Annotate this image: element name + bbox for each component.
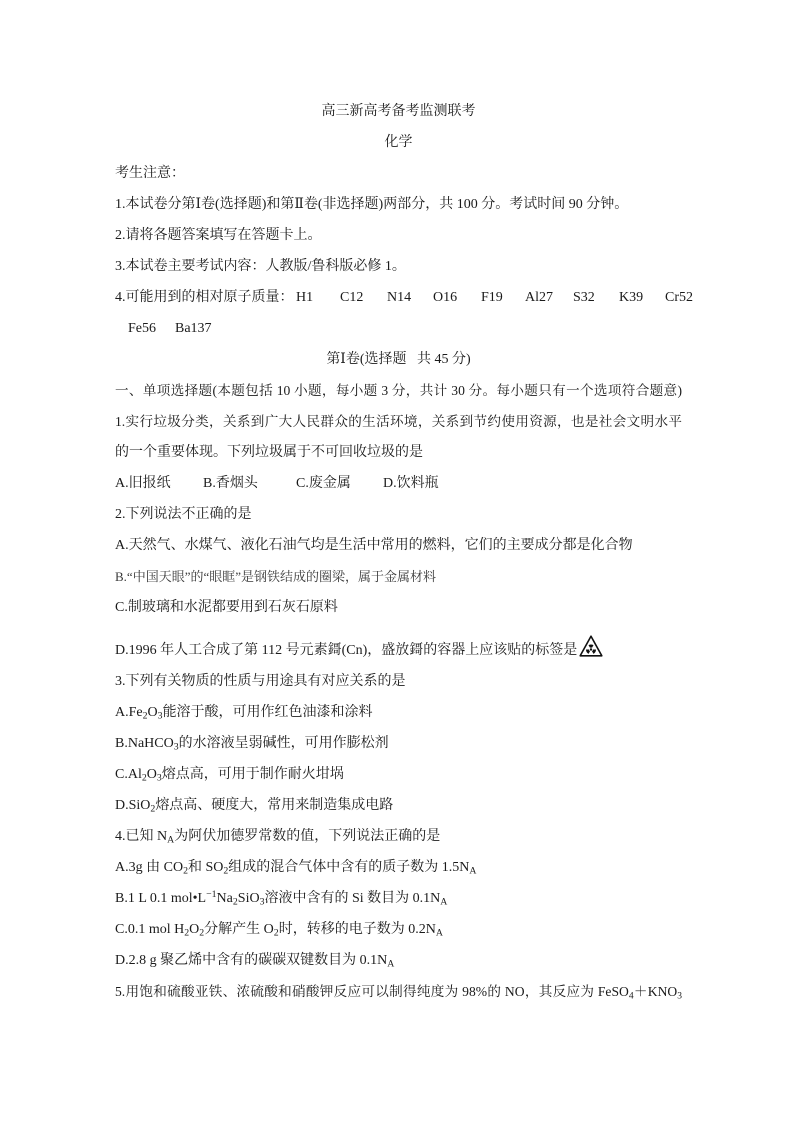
notice-item-4-label: 4.可能用到的相对原子质量： — [115, 290, 294, 305]
text-run: C.0.1 mol H — [115, 922, 185, 937]
atomic-mass: S32 — [573, 290, 595, 305]
subscript: A — [387, 958, 395, 970]
question-4-option-b — [115, 883, 682, 914]
subscript: 2 — [232, 896, 238, 908]
atomic-mass: F19 — [481, 290, 503, 305]
subject-title: 化学 — [384, 135, 413, 150]
atomic-mass: Al27 — [525, 290, 553, 305]
exam-content — [115, 96, 693, 1007]
text-run: 熔点高，可用于制作耐火坩埚 — [161, 767, 344, 782]
question-3-option-b — [115, 728, 682, 759]
question-2-option-b: B.“中国天眼”的“眼眶”是钢铁结成的圈梁，属于金属材料 — [115, 569, 437, 584]
subscript: 2 — [142, 710, 148, 722]
subscript: 2 — [199, 927, 205, 939]
subscript: 2 — [183, 865, 188, 877]
text-run: A.3g 由 CO — [115, 860, 184, 875]
subscript: 2 — [184, 927, 190, 939]
superscript: −1 — [206, 889, 217, 901]
text-run: 溶液中含有的 Si 数目为 0.1N — [264, 891, 441, 906]
text-run: Na — [216, 891, 233, 906]
text-run: 5.用饱和硫酸亚铁、浓硫酸和硝酸钾反应可以制得纯度为 98%的 NO，其反应为 FeSO — [115, 984, 629, 999]
text-run: 时，转移的电子数为 0.2N — [278, 922, 436, 937]
atomic-mass-list-continued — [115, 313, 682, 344]
section-title: 第Ⅰ卷(选择题 共 45 分) — [326, 352, 471, 367]
option-b: B.香烟头 — [203, 476, 258, 491]
question-2-option-c: C.制玻璃和水泥都要用到石灰石原料 — [115, 600, 338, 615]
text-run: D.SiO — [115, 798, 151, 813]
question-2-option-a: A.天然气、水煤气、液化石油气均是生活中常用的燃料，它们的主要成分都是化合物 — [115, 538, 633, 553]
question-3-option-a — [115, 697, 682, 728]
text-run: B.NaHCO — [115, 736, 174, 751]
text-run: SiO — [237, 891, 260, 906]
notice-item-2: 2.请将各题答案填写在答题卡上。 — [115, 228, 322, 243]
subscript: A — [469, 865, 477, 877]
subscript: 4 — [628, 991, 634, 1002]
subscript: A — [435, 927, 443, 939]
radioactive-symbol — [579, 635, 603, 657]
option-d: D.饮料瓶 — [383, 476, 439, 491]
text-run: 和 SO — [187, 860, 224, 875]
subscript: 3 — [173, 741, 179, 753]
subscript: A — [167, 834, 175, 846]
text-run: B.1 L 0.1 mol•L — [115, 891, 207, 906]
radioactive-warning-icon — [579, 635, 603, 657]
atomic-mass: K39 — [619, 290, 644, 305]
text-run: 的水溶液呈弱碱性，可用作膨松剂 — [178, 736, 389, 751]
question-3-stem: 3.下列有关物质的性质与用途具有对应关系的是 — [115, 674, 406, 689]
question-5-stem — [115, 976, 682, 1007]
text-run: D.2.8 g 聚乙烯中含有的碳碳双键数目为 0.1N — [115, 953, 388, 968]
notice-item-3: 3.本试卷主要考试内容：人教版/鲁科版必修 1。 — [115, 259, 406, 274]
text-run: O — [147, 705, 158, 720]
subscript: 3 — [157, 710, 163, 722]
text-run: C.Al — [115, 767, 142, 782]
atomic-mass: Cr52 — [665, 290, 693, 305]
exam-title: 高三新高考备考监测联考 — [321, 104, 476, 119]
subscript: 3 — [156, 772, 162, 784]
notice-item-1: 1.本试卷分第Ⅰ卷(选择题)和第Ⅱ卷(非选择题)两部分，共 100 分。考试时间 90 分钟。 — [115, 197, 629, 212]
question-2-option-d-text: D.1996 年人工合成了第 112 号元素鎶(Cn)，盛放鎶的容器上应该贴的标签是 — [115, 643, 578, 658]
question-1-options — [115, 468, 682, 499]
question-2-option-d — [115, 635, 682, 666]
text-run: 能溶于酸，可用作红色油漆和涂料 — [162, 705, 373, 720]
atomic-mass-list — [115, 282, 693, 313]
subscript: 2 — [150, 803, 156, 815]
question-1-stem-continued: 的一个重要体现。下列垃圾属于不可回收垃圾的是 — [115, 445, 423, 460]
subscript: 2 — [141, 772, 147, 784]
question-4-option-a — [115, 852, 682, 883]
part-title: 一、单项选择题(本题包括 10 小题，每小题 3 分，共计 30 分。每小题只有一个选项符合题意) — [115, 383, 682, 398]
question-1-stem: 1.实行垃圾分类，关系到广大人民群众的生活环境，关系到节约使用资源，也是社会文明水平 — [115, 414, 682, 429]
subscript: 2 — [273, 927, 279, 939]
atomic-mass: H1 — [296, 290, 314, 305]
atomic-mass: Ba137 — [175, 321, 212, 336]
text-run: 熔点高、硬度大，常用来制造集成电路 — [155, 798, 394, 813]
option-c: C.废金属 — [296, 476, 351, 491]
question-3-option-d — [115, 790, 682, 821]
question-4-option-d — [115, 945, 682, 976]
text-run: 分解产生 O — [204, 922, 274, 937]
atomic-mass: C12 — [340, 290, 364, 305]
subscript: 3 — [677, 991, 682, 1002]
subscript: 3 — [259, 896, 265, 908]
text-run: O — [189, 922, 200, 937]
subscript: A — [440, 896, 448, 908]
question-4-stem — [115, 821, 682, 852]
text-run: A.Fe — [115, 705, 143, 720]
question-4-option-c — [115, 914, 682, 945]
text-run: ＋KNO — [633, 984, 678, 999]
subscript: 2 — [223, 865, 229, 877]
question-2-stem: 2.下列说法不正确的是 — [115, 507, 252, 522]
text-run: O — [146, 767, 157, 782]
text-run: 为阿伏加德罗常数的值，下列说法正确的是 — [174, 829, 441, 844]
question-3-option-c — [115, 759, 682, 790]
text-run: 4.已知 N — [115, 829, 168, 844]
notice-heading: 考生注意： — [115, 166, 185, 181]
atomic-mass: O16 — [433, 290, 458, 305]
option-a: A.旧报纸 — [115, 476, 171, 491]
text-run: 组成的混合气体中含有的质子数为 1.5N — [228, 860, 470, 875]
atomic-mass: N14 — [387, 290, 412, 305]
atomic-mass: Fe56 — [128, 321, 156, 336]
